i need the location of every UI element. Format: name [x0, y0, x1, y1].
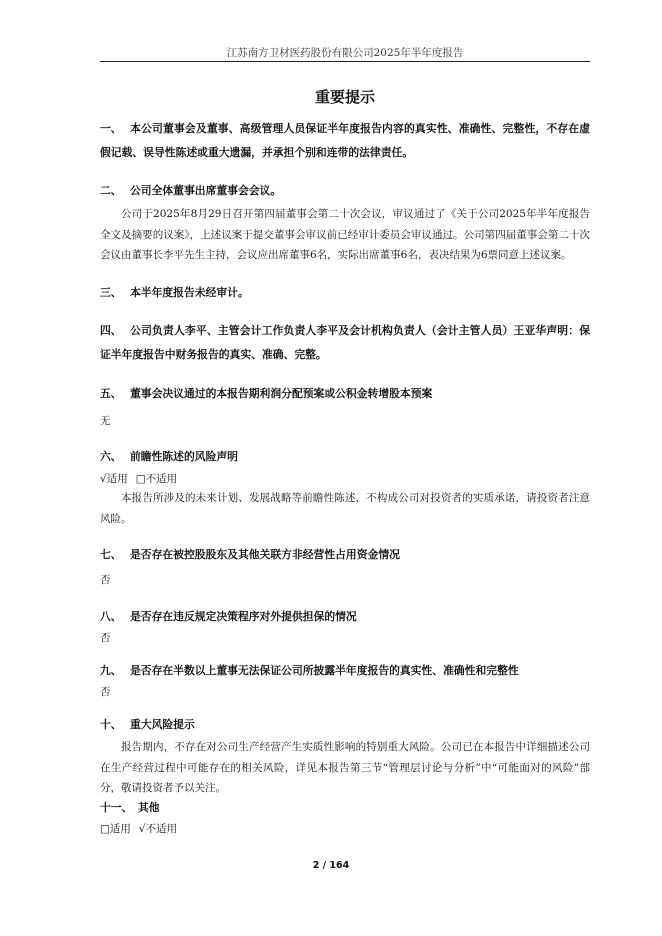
- section-11-number: 十一、: [100, 801, 133, 814]
- section-2: [100, 179, 590, 203]
- section-8-text: 是否存在违反规定决策程序对外提供担保的情况: [130, 610, 357, 623]
- section-4: [100, 319, 590, 367]
- occupation-answer: 否: [100, 574, 111, 586]
- section-2-text: 公司全体董事出席董事会会议。: [130, 184, 282, 197]
- not-applicable-checked: √不适用: [138, 823, 178, 835]
- other-checkboxes: [100, 819, 185, 839]
- major-risk-paragraph: 报告期内，不存在对公司生产经营产生实质性影响的特别重大风险。公司已在本报告中详细描述公司在生产经营过程中可能存在的相关风险，详见本报告第三节“管理层讨论与分析”中“可能面对的风险”部分，敬请投资者予以关注。: [100, 741, 590, 794]
- section-8: [100, 605, 590, 629]
- section-9: [100, 659, 590, 683]
- guarantee-answer: 否: [100, 632, 111, 644]
- section-9-number: 九、: [100, 664, 122, 677]
- applicable-unchecked: □适用: [100, 823, 131, 835]
- section-7-number: 七、: [100, 548, 122, 561]
- section-4-text: 公司负责人李平、主管会计工作负责人李平及会计机构负责人（会计主管人员）王亚华声明：保证半年度报告中财务报告的真实、准确、完整。: [100, 324, 590, 361]
- section-3: [100, 281, 590, 305]
- section-6-number: 六、: [100, 450, 122, 463]
- directors-guarantee-answer: 否: [100, 686, 111, 698]
- section-8-number: 八、: [100, 610, 122, 623]
- section-5-text: 董事会决议通过的本报告期利润分配预案或公积金转增股本预案: [130, 387, 433, 400]
- not-applicable-unchecked: □不适用: [135, 473, 178, 485]
- section-7: [100, 543, 590, 567]
- page-title: 重要提示: [314, 88, 375, 106]
- forward-looking-checkboxes: [100, 469, 185, 489]
- header-divider: [100, 61, 590, 62]
- section-11-text: 其他: [138, 801, 160, 814]
- section-1-number: 一、: [100, 122, 122, 135]
- section-3-number: 三、: [100, 286, 122, 299]
- section-2-number: 二、: [100, 184, 122, 197]
- section-11: [100, 796, 590, 820]
- board-meeting-paragraph: 公司于2025年8月29日召开第四届董事会第二十次会议，审议通过了《关于公司2025年半年度报告全文及摘要的议案》，上述议案于提交董事会审议前已经审计委员会审议通过。公司第四届董事会第二十次会议由董事长李平先生主持，会议应出席董事6名，实际出席董事6名，表决结果为6票同意上述议案。: [100, 208, 590, 261]
- page-number: 2 / 164: [312, 860, 350, 871]
- section-1: [100, 117, 590, 165]
- forward-looking-paragraph: 本报告所涉及的未来计划、发展战略等前瞻性陈述，不构成公司对投资者的实质承诺，请投资者注意风险。: [100, 492, 590, 525]
- section-5-number: 五、: [100, 387, 122, 400]
- section-6-text: 前瞻性陈述的风险声明: [130, 450, 238, 463]
- applicable-checked: √适用: [100, 473, 128, 485]
- section-3-text: 本半年度报告未经审计。: [130, 286, 249, 299]
- section-4-number: 四、: [100, 324, 122, 337]
- section-1-text: 本公司董事会及董事、高级管理人员保证半年度报告内容的真实性、准确性、完整性，不存在虚假记载、误导性陈述或重大遗漏，并承担个别和连带的法律责任。: [100, 122, 590, 159]
- section-10-number: 十、: [100, 718, 122, 731]
- section-6: [100, 445, 590, 469]
- page-header: 江苏南方卫材医药股份有限公司2025年半年度报告: [226, 47, 464, 59]
- section-10-text: 重大风险提示: [130, 718, 195, 731]
- section-5: [100, 382, 590, 406]
- profit-distribution-answer: 无: [100, 415, 111, 427]
- section-9-text: 是否存在半数以上董事无法保证公司所披露半年度报告的真实性、准确性和完整性: [130, 664, 519, 677]
- section-10: [100, 713, 590, 737]
- section-7-text: 是否存在被控股股东及其他关联方非经营性占用资金情况: [130, 548, 400, 561]
